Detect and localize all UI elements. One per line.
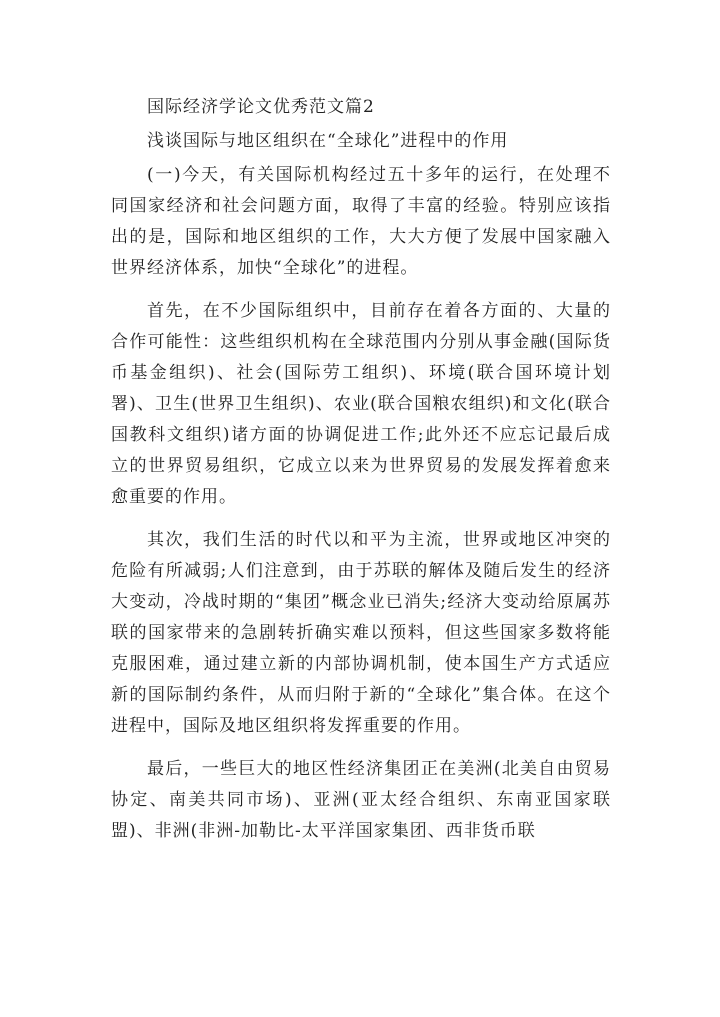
paragraph-4: 最后，一些巨大的地区性经济集团正在美洲(北美自由贸易协定、南美共同市场)、亚洲(亚太经合组织、东南亚国家联盟)、非洲(非洲-加勒比-太平洋国家集团、西非货币联 <box>111 759 611 841</box>
paragraph-1: (一)今天，有关国际机构经过五十多年的运行，在处理不同国家经济和社会问题方面，取得了丰富的经验。特别应该指出的是，国际和地区组织的工作，大大方便了发展中国家融入世界经济体系，加快“全球化”的进程。 <box>111 165 611 278</box>
document-subtitle: 浅谈国际与地区组织在“全球化”进程中的作用 <box>147 131 509 151</box>
document-title: 国际经济学论文优秀范文篇2 <box>147 97 375 117</box>
paragraph-3: 其次，我们生活的时代以和平为主流，世界或地区冲突的危险有所减弱;人们注意到，由于苏联的解体及随后发生的经济大变动，冷战时期的“集团”概念业已消失;经济大变动给原属苏联的国家带来的急剧转折确实难以预料，但这些国家多数将能克服困难，通过建立新的内部协调机制，使本国生产方式适应新的国际制约条件，从而归附于新的“全球化”集合体。在这个进程中，国际及地区组织将发挥重要的作用。 <box>111 530 611 736</box>
document-body <box>111 92 611 859</box>
paragraph-2: 首先，在不少国际组织中，目前存在着各方面的、大量的合作可能性：这些组织机构在全球范围内分别从事金融(国际货币基金组织)、社会(国际劳工组织)、环境(联合国环境计划署)、卫生(世界卫生组织)、农业(联合国粮农组织)和文化(联合国教科文组织)诸方面的协调促进工作;此外还不应忘记最后成立的世界贸易组织，它成立以来为世界贸易的发展发挥着愈来愈重要的作用。 <box>111 301 611 507</box>
